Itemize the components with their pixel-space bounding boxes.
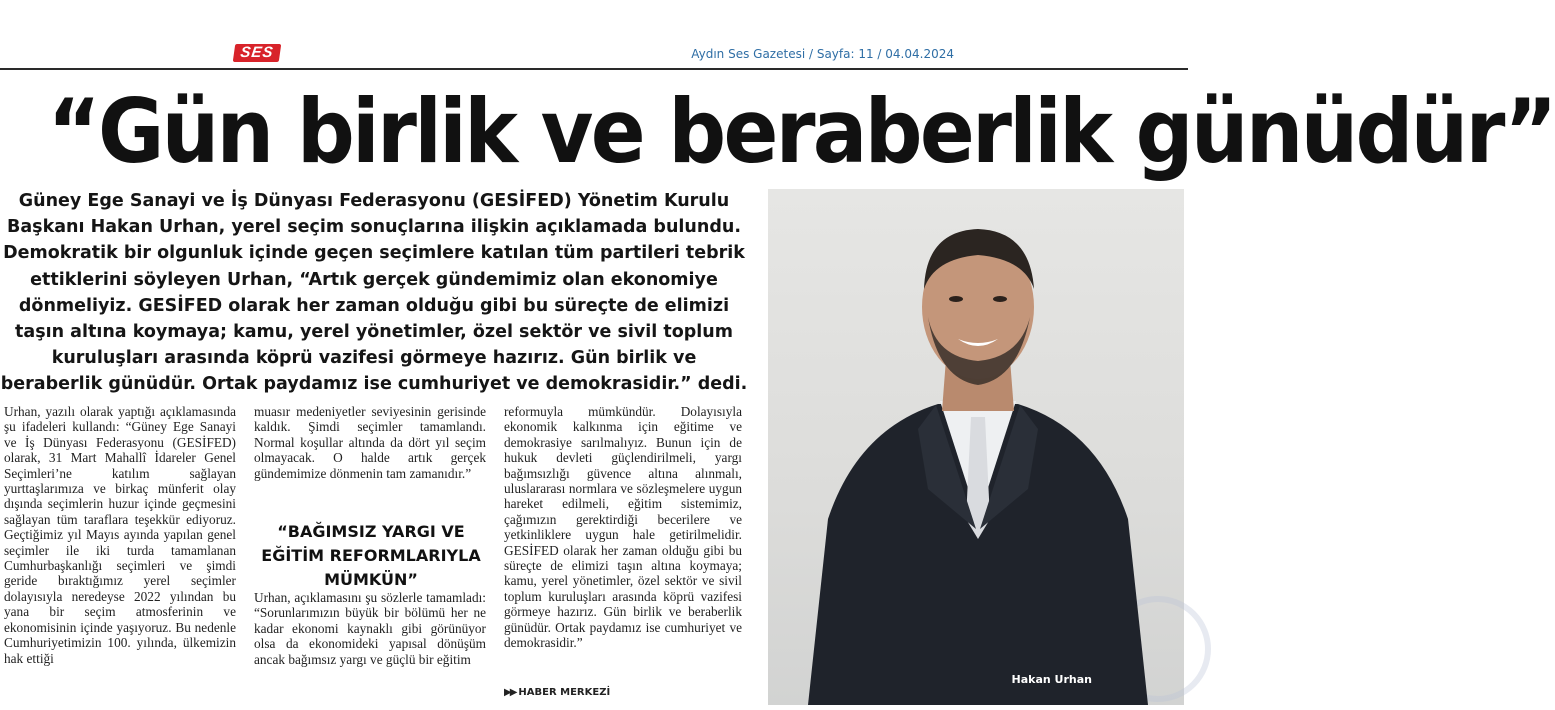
source-line: Aydın Ses Gazetesi / Sayfa: 11 / 04.04.2024: [691, 47, 954, 61]
article-column-1: Urhan, yazılı olarak yaptığı açıklamasında şu ifadeleri kullandı: “Güney Ege Sanayi ve İş Dünyası Federasyonu (GESİFED) olarak, 31 Mart Mahallî İdareler Genel Seçimleri’ne katılım sağlayan yurttaşlarımıza ve birkaç münferit olay dışında seçimlerin huzur içinde geçmesini sağlayan tüm taraflara teşekkür ediyoruz. Geçtiğimiz yıl Mayıs ayında yapılan genel seçimler ile iki turda tamamlanan Cumhurbaşkanlığı seçimleri ve şimdi geride bıraktığımız yerel seçimler dolayısıyla neredeyse 2022 yılından bu yana bir seçim atmosferinin ve ekonomisinin içinde yaşıyoruz. Bu nedenle Cumhuriyetimizin 100. yılında, ülkemizin hak ettiği: [4, 404, 236, 666]
article-column-3: reformuyla mümkündür. Dolayısıyla ekonomik kalkınma için eğitime ve demokrasiye sarılmalıyız. Bunun için de hukuk devleti güçlendirilmeli, yargı bağımsızlığı güvence altına alınmalı, uluslararası normlara ve sözleşmelere uygun hareket edilmeli, eğitim sistemimiz, çağımızın gerektirdiği becerilere ve yetkinliklere uygun hale getirilmelidir. GESİFED olarak her zaman olduğu gibi bu süreçte de elimizi taşın altına koymaya; kamu, yerel yönetimler, özel sektör ve sivil toplum kuruluşları arasında köprü vazifesi görmeye hazırız. Gün birlik ve beraberlik günüdür. Ortak paydamız ise cumhuriyet ve demokrasidir.”: [504, 404, 742, 651]
photo-caption: Hakan Urhan: [1011, 673, 1092, 686]
article-headline: “Gün birlik ve beraberlik günüdür”: [47, 80, 1555, 183]
header-divider: [0, 68, 1188, 70]
newspaper-logo: SES: [233, 44, 282, 62]
article-column-2-continued: Urhan, açıklamasını şu sözlerle tamamladı: “Sorunlarımızın büyük bir bölümü her ne kadar ekonomi kaynaklı gibi görünüyor olsa da ekonomideki yapısal dönüşüm ancak bağımsız yargı ve güçlü bir eğitim: [254, 590, 486, 667]
byline: [504, 687, 610, 698]
article-subheading: “BAĞIMSIZ YARGI VE EĞİTİM REFORMLARIYLA MÜMKÜN”: [261, 522, 481, 589]
byline-text: HABER MERKEZİ: [518, 687, 611, 698]
byline-arrow-icon: ▶▶: [504, 687, 516, 698]
article-column-2: muasır medeniyetler seviyesinin gerisinde kaldık. Şimdi seçimler tamamlandı. Normal koşullar altında da dört yıl seçim olmayacak. O halde artık gerçek gündemimize dönmenin tam zamanıdır.”: [254, 404, 486, 481]
article-lead: Güney Ege Sanayi ve İş Dünyası Federasyonu (GESİFED) Yönetim Kurulu Başkanı Hakan Urhan, yerel seçim sonuçlarına ilişkin açıklamada bulundu. Demokratik bir olgunluk içinde geçen seçimlere katılan tüm partileri tebrik ettiklerini söyleyen Urhan, “Artık gerçek gündemimiz olan ekonomiye dönmeliyiz. GESİFED olarak her zaman olduğu gibi bu süreçte de elimizi taşın altına koymaya; kamu, yerel yönetimler, özel sektör ve sivil toplum kuruluşları arasında köprü vazifesi görmeye hazırız. Gün birlik ve beraberlik günüdür. Ortak paydamız ise cumhuriyet ve demokrasidir.” dedi.: [0, 191, 748, 395]
portrait-photo: [768, 189, 1184, 705]
portrait-illustration: [768, 189, 1184, 705]
